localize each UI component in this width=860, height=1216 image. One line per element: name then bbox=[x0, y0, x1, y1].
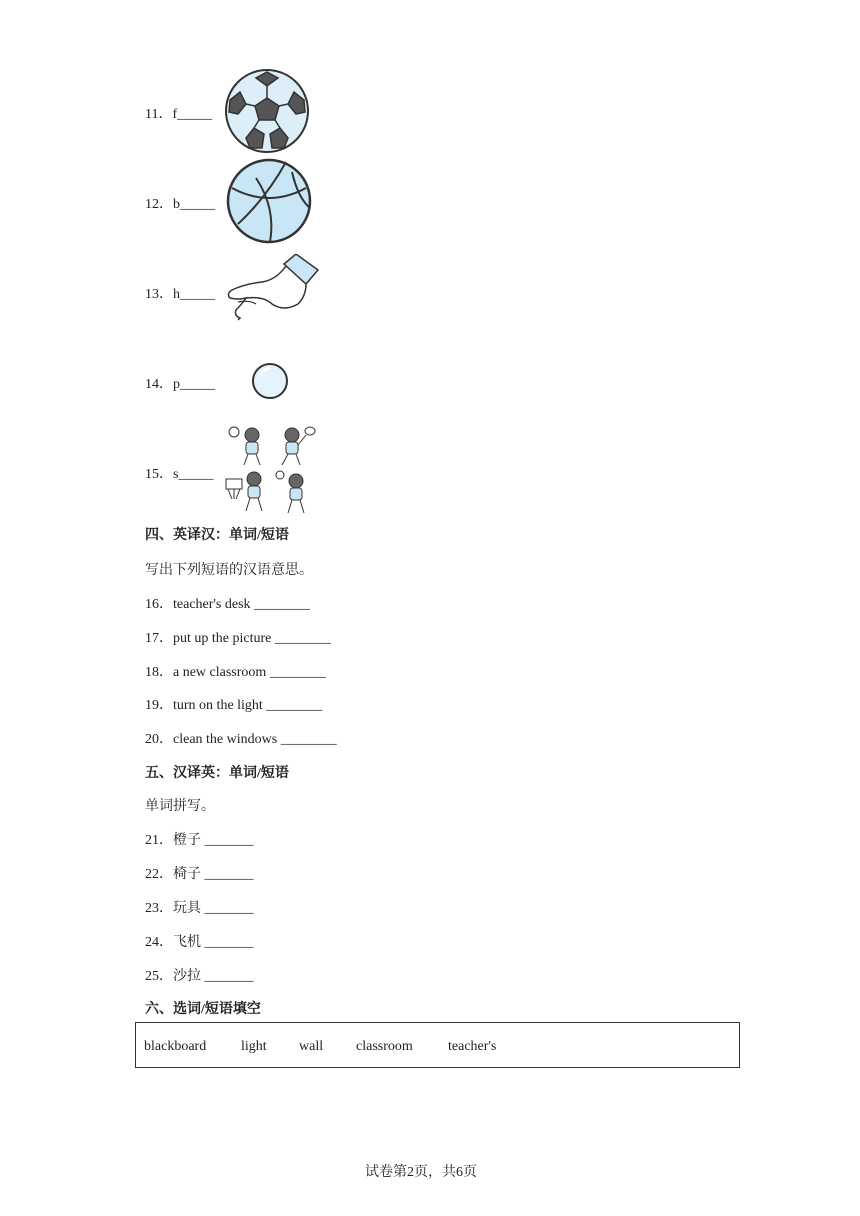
question-25: 25．沙拉 _______ bbox=[145, 969, 254, 984]
section6-heading: 六、选词/短语填空 bbox=[145, 1002, 261, 1017]
section5-heading: 五、汉译英：单词/短语 bbox=[145, 766, 289, 781]
question-24: 24．飞机 _______ bbox=[145, 935, 254, 950]
word-bank bbox=[135, 1022, 740, 1068]
word-bank-item: light bbox=[241, 1039, 267, 1054]
question-22: 22．椅子 _______ bbox=[145, 867, 254, 882]
question-18: 18．a new classroom ________ bbox=[145, 665, 326, 680]
question-21: 21．橙子 _______ bbox=[145, 833, 254, 848]
page-footer: 试卷第2页，共6页 bbox=[365, 1165, 477, 1180]
word-bank-item: blackboard bbox=[144, 1039, 207, 1054]
question-14: 14．p_____ bbox=[145, 377, 215, 392]
question-11: 11．f_____ bbox=[145, 107, 213, 122]
question-12: 12．b_____ bbox=[145, 197, 215, 212]
hand-icon bbox=[224, 254, 320, 324]
question-15: 15．s_____ bbox=[145, 467, 214, 482]
section4-heading: 四、英译汉：单词/短语 bbox=[145, 528, 289, 543]
question-13: 13．h_____ bbox=[145, 287, 215, 302]
ping-pong-ball-icon bbox=[250, 361, 290, 401]
soccer-ball-icon bbox=[224, 68, 310, 154]
section5-instruction: 单词拼写。 bbox=[145, 799, 215, 814]
question-16: 16．teacher's desk ________ bbox=[145, 597, 311, 612]
question-20: 20．clean the windows ________ bbox=[145, 732, 337, 747]
sports-kids-icon bbox=[224, 423, 320, 517]
word-bank-item: wall bbox=[299, 1039, 324, 1054]
word-bank-item: classroom bbox=[356, 1039, 413, 1054]
question-19: 19．turn on the light ________ bbox=[145, 698, 323, 713]
question-23: 23．玩具 _______ bbox=[145, 901, 254, 916]
section4-instruction: 写出下列短语的汉语意思。 bbox=[145, 563, 313, 578]
basketball-icon bbox=[226, 158, 312, 244]
question-17: 17．put up the picture ________ bbox=[145, 631, 331, 646]
word-bank-item: teacher's bbox=[448, 1039, 497, 1054]
